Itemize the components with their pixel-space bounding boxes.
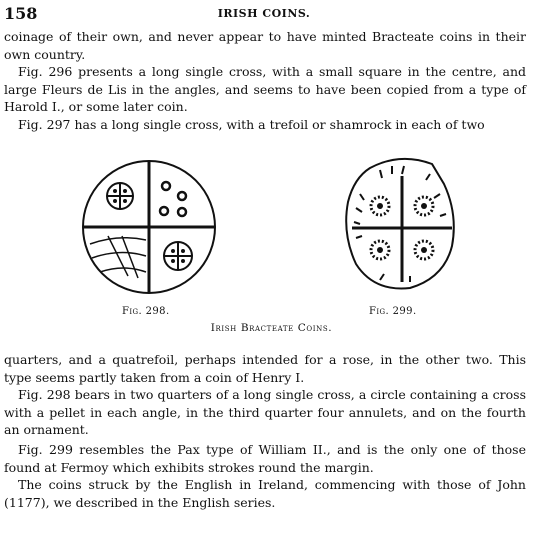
- running-title: IRISH COINS.: [217, 7, 311, 20]
- paragraph-quarters: quarters, and a quatrefoil, perhaps intended for a rose, in the other two. This type seems partly taken from a coin of Henry I.: [4, 352, 526, 385]
- paragraph-coinage: coinage of their own, and never appear to have minted Bracteate coins in their own country.: [4, 29, 526, 62]
- coin-fig-298-image: [78, 156, 220, 298]
- paragraph-fig-296: Fig. 296 presents a long single cross, with a small square in the centre, and large Fleurs de Lis in the angles, and seems to have been copied from a type of Harold I., or some later coin.: [4, 64, 526, 115]
- plate-caption: Irish Bracteate Coins.: [210, 322, 333, 334]
- caption-fig-298: Fig. 298.: [122, 306, 170, 317]
- page-number: 158: [4, 4, 38, 23]
- page-header: [4, 4, 524, 22]
- coin-plate: [0, 150, 543, 340]
- paragraph-fig-298: Fig. 298 bears in two quarters of a long single cross, a circle containing a cross with a pellet in each angle, in the third quarter four annulets, and on the fourth an ornament.: [4, 387, 526, 438]
- coin-fig-299-image: [340, 154, 462, 294]
- caption-fig-299: Fig. 299.: [369, 306, 417, 317]
- paragraph-fig-299: Fig. 299 resembles the Pax type of William II., and is the only one of those found at Fermoy which exhibits strokes round the margin.: [4, 442, 526, 475]
- paragraph-english-coins: The coins struck by the English in Ireland, commencing with those of John (1177), we described in the English series.: [4, 477, 526, 510]
- paragraph-fig-297: Fig. 297 has a long single cross, with a trefoil or shamrock in each of two: [18, 117, 485, 132]
